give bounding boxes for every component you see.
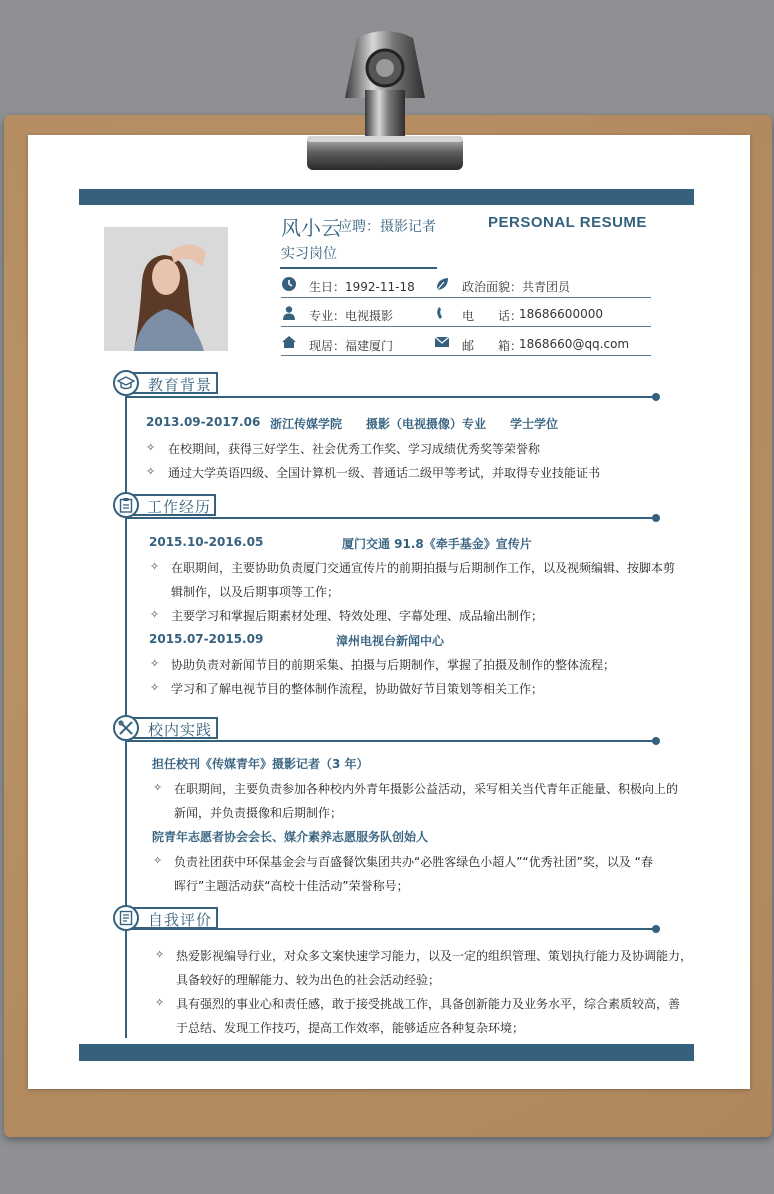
bullet-icon: ✧ [150, 681, 160, 694]
job-company: 厦门交通 91.8《牵手基金》宣传片 [342, 537, 532, 551]
section-dot [652, 393, 660, 401]
self-item: 热爱影视编导行业，对众多文案快速学习能力，以及一定的组织管理、策划执行能力及协调能力， [176, 949, 693, 963]
leaf-icon [434, 276, 450, 292]
header-bar [79, 189, 694, 205]
binder-clip-icon [295, 28, 475, 178]
bullet-icon: ✧ [146, 465, 156, 478]
section-line [125, 396, 655, 398]
email-address[interactable]: 1868660@qq.com [519, 337, 630, 351]
clock-icon [281, 276, 297, 292]
section-line [125, 517, 655, 519]
bullet-icon: ✧ [150, 608, 160, 621]
timeline-line [125, 383, 127, 1038]
edu-major: 摄影（电视摄像）专业 [366, 417, 487, 431]
section-title-campus: 校内实践 [148, 721, 213, 739]
document-icon [119, 910, 133, 926]
section-dot [652, 925, 660, 933]
section-dot [652, 514, 660, 522]
apply-position: 应聘：摄影记者 [338, 219, 436, 235]
phone-number[interactable]: 18686600000 [519, 307, 603, 321]
bullet-icon: ✧ [146, 441, 156, 454]
edu-item: 通过大学英语四级、全国计算机一级、普通话二级甲等考试，并取得专业技能证书 [168, 466, 601, 480]
info-divider [281, 326, 651, 327]
self-item-continued: 于总结、发现工作技巧，提高工作效率，能够适应各种复杂环境； [176, 1021, 525, 1035]
phone-icon [434, 305, 450, 321]
graduation-cap-icon [117, 376, 135, 390]
self-item: 具有强烈的事业心和责任感，敢于接受挑战工作，具备创新能力及业务水平，综合素质较高，善 [176, 997, 681, 1011]
job-period: 2015.07-2015.09 [149, 632, 264, 646]
job-item: 主要学习和掌握后期素材处理、特效处理、字幕处理、成品输出制作； [171, 609, 544, 623]
applicant-name: 风小云 [281, 216, 341, 240]
tools-icon [118, 720, 134, 736]
job-item: 协助负责对新闻节目的前期采集、拍摄与后期制作，掌握了拍摄及制作的整体流程； [171, 658, 616, 672]
job-period: 2015.10-2016.05 [149, 535, 264, 549]
political-status: 政治面貌：共青团员 [462, 280, 571, 294]
phone-label: 电 话： [462, 309, 523, 323]
job-item: 在职期间，主要协助负责厦门交通宣传片的前期拍摄与后期制作工作，以及视频编辑、按脚本剪 [171, 561, 676, 575]
clipboard-icon [119, 497, 133, 513]
campus-item: 在职期间，主要负责参加各种校内外青年摄影公益活动，采写相关当代青年正能量、积极向上的 [174, 782, 679, 796]
section-title-self: 自我评价 [148, 911, 213, 929]
edu-period: 2013.09-2017.06 [146, 415, 261, 429]
section-title-work: 工作经历 [147, 498, 212, 516]
bullet-icon: ✧ [150, 657, 160, 670]
section-line [125, 740, 655, 742]
bullet-icon: ✧ [153, 854, 163, 867]
info-divider [281, 355, 651, 356]
user-icon [281, 305, 297, 321]
edu-school: 浙江传媒学院 [270, 417, 343, 431]
location: 现居：福建厦门 [309, 339, 394, 353]
campus-item-continued: 新闻，并负责摄像和后期制作； [174, 806, 343, 820]
campus-role: 担任校刊《传媒青年》摄影记者（3 年） [152, 757, 369, 771]
job-company: 漳州电视台新闻中心 [336, 634, 445, 648]
edu-degree: 学士学位 [510, 417, 559, 431]
bullet-icon: ✧ [150, 560, 160, 573]
birthday: 生日：1992-11-18 [309, 280, 415, 294]
bullet-icon: ✧ [155, 948, 165, 961]
campus-role: 院青年志愿者协会会长、媒介素养志愿服务队创始人 [152, 830, 429, 844]
campus-item: 负责社团获中环保基金会与百盛餐饮集团共办“必胜客绿色小超人”“优秀社团”奖，以及 “春 [174, 855, 653, 869]
job-item: 学习和了解电视节目的整体制作流程，协助做好节目策划等相关工作； [171, 682, 544, 696]
footer-bar [79, 1044, 694, 1061]
bullet-icon: ✧ [153, 781, 163, 794]
section-dot [652, 737, 660, 745]
info-divider [281, 297, 651, 298]
email-label: 邮 箱： [462, 339, 523, 353]
major: 专业：电视摄影 [309, 309, 394, 323]
self-item-continued: 具备较好的理解能力、较为出色的社会活动经验； [176, 973, 441, 987]
section-title-education: 教育背景 [148, 376, 213, 394]
resume-title: PERSONAL RESUME [488, 214, 647, 231]
apply-position-type: 实习岗位 [281, 246, 337, 262]
home-icon [281, 334, 297, 350]
job-item-continued: 辑制作，以及后期事项等工作； [171, 585, 340, 599]
mail-icon [434, 334, 450, 350]
edu-item: 在校期间，获得三好学生、社会优秀工作奖、学习成绩优秀奖等荣誉称 [168, 442, 541, 456]
name-underline [280, 267, 437, 269]
bullet-icon: ✧ [155, 996, 165, 1009]
campus-item-continued: 晖行”主题活动获“高校十佳活动”荣誉称号； [174, 879, 409, 893]
profile-photo [104, 227, 228, 351]
